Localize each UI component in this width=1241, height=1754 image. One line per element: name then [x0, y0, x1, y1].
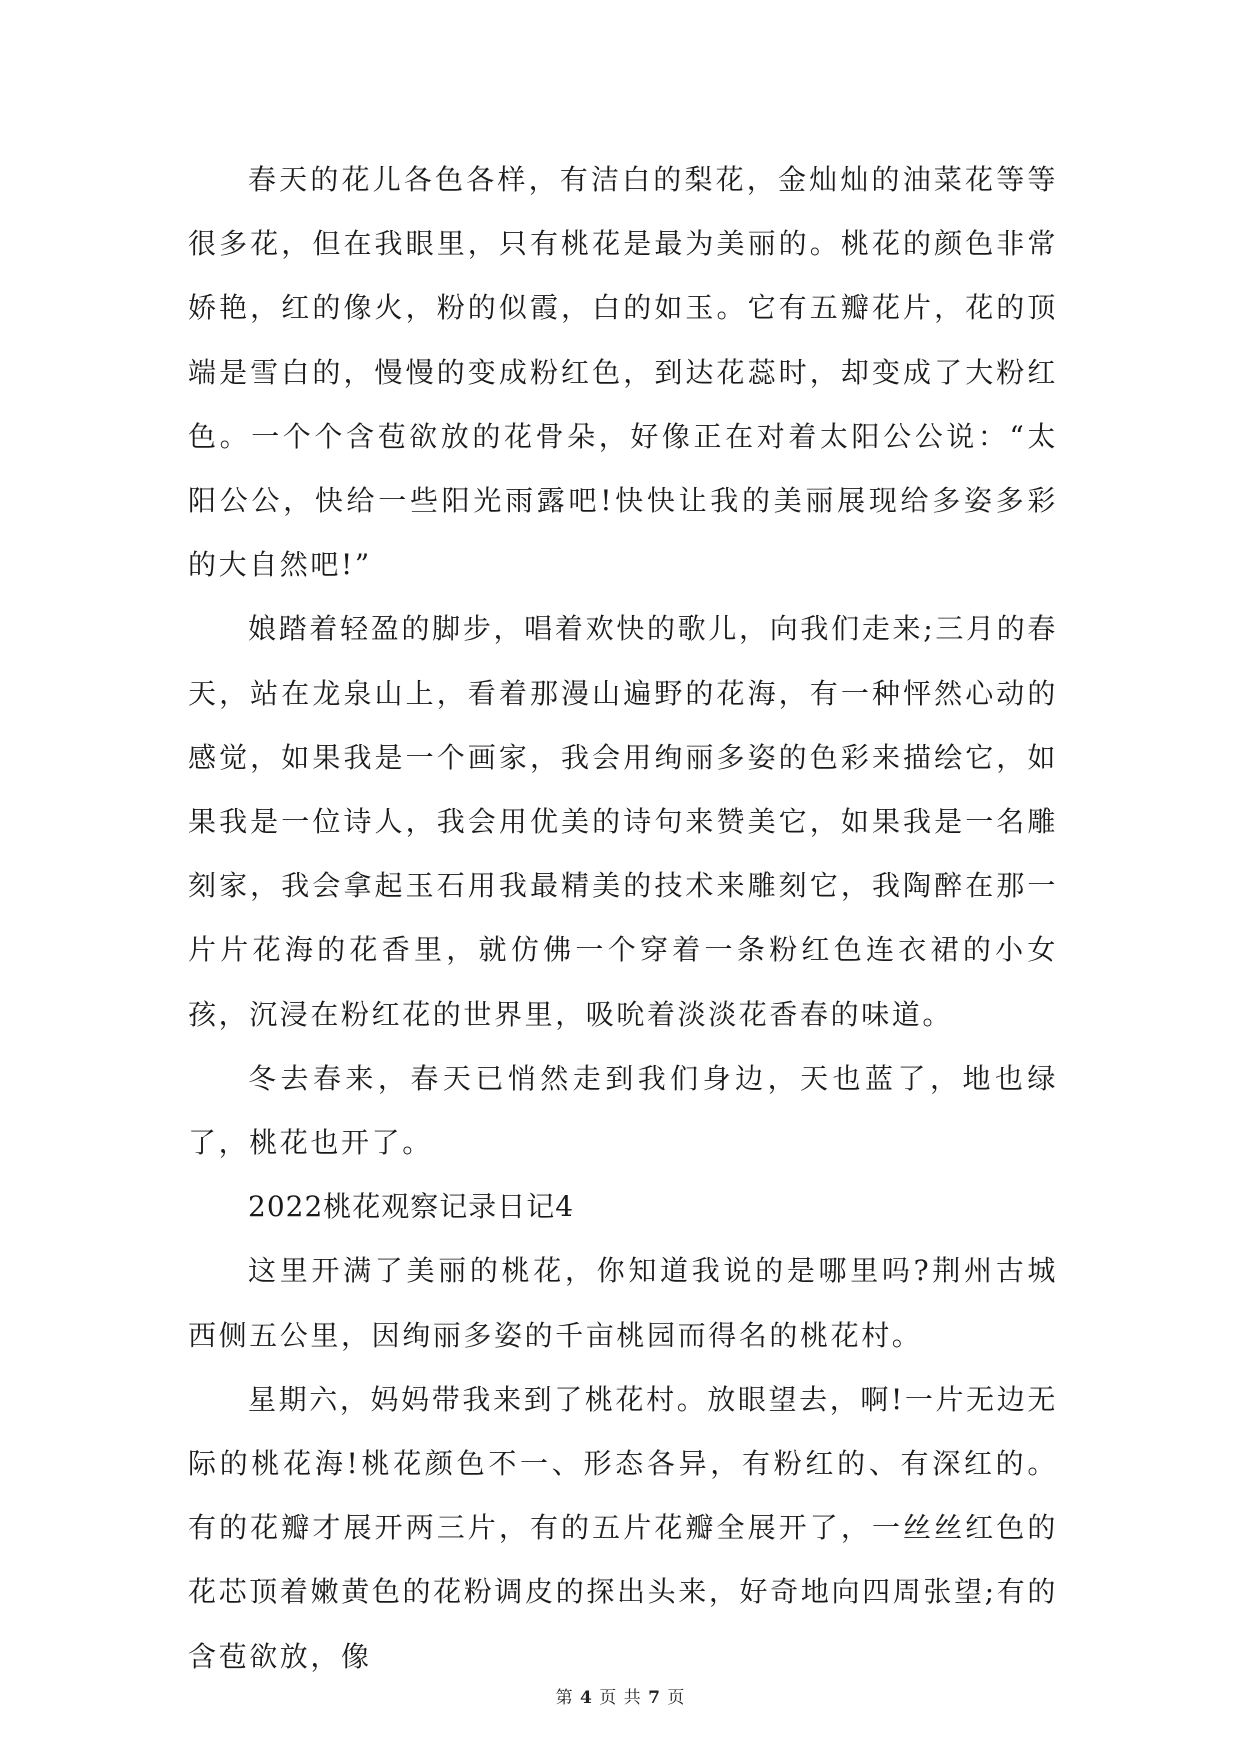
paragraph-winter-to-spring: 冬去春来，春天已悄然走到我们身边，天也蓝了，地也绿了，桃花也开了。	[188, 1061, 1058, 1160]
paragraph-peach-village: 这里开满了美丽的桃花，你知道我说的是哪里吗?荆州古城西侧五公里，因绚丽多姿的千亩桃园而得名的桃花村。	[188, 1254, 1058, 1352]
section-heading: 2022桃花观察记录日记4	[248, 1190, 575, 1224]
footer-suffix: 页	[667, 1688, 686, 1708]
paragraph-peach-colors: 春天的花儿各色各样，有洁白的梨花，金灿灿的油菜花等等很多花，但在我眼里，只有桃花是最为美丽的。桃花的颜色非常娇艳，红的像火，粉的似霞，白的如玉。它有五瓣花片，花的顶端是雪白的，慢慢的变成粉红色，到达花蕊时，却变成了大粉红色。一个个含苞欲放的花骨朵，好像正在对着太阳公公说：“太阳公公，快给一些阳光雨露吧!快快让我的美丽展现给多姿多彩的大自然吧!”	[188, 163, 1058, 582]
footer-middle: 页 共	[599, 1688, 642, 1708]
paragraph-saturday-visit: 星期六，妈妈带我来到了桃花村。放眼望去，啊!一片无边无际的桃花海!桃花颜色不一、形态各异，有粉红的、有深红的。有的花瓣才展开两三片，有的五片花瓣全展开了，一丝丝红色的花芯顶着嫩黄色的花粉调皮的探出头来，好奇地向四周张望;有的含苞欲放，像	[188, 1382, 1058, 1673]
page-footer	[0, 1683, 1241, 1708]
current-page-number: 4	[580, 1688, 593, 1708]
footer-prefix: 第	[555, 1688, 574, 1708]
total-pages-number: 7	[648, 1688, 661, 1708]
paragraph-spring-mountain: 娘踏着轻盈的脚步，唱着欢快的歌儿，向我们走来;三月的春天，站在龙泉山上，看着那漫山遍野的花海，有一种怦然心动的感觉，如果我是一个画家，我会用绚丽多姿的色彩来描绘它，如果我是一位诗人，我会用优美的诗句来赞美它，如果我是一名雕刻家，我会拿起玉石用我最精美的技术来雕刻它，我陶醉在那一片片花海的花香里，就仿佛一个穿着一条粉红色连衣裙的小女孩，沉浸在粉红花的世界里，吸吮着淡淡花香春的味道。	[188, 612, 1058, 1031]
document-body	[188, 148, 1058, 1689]
